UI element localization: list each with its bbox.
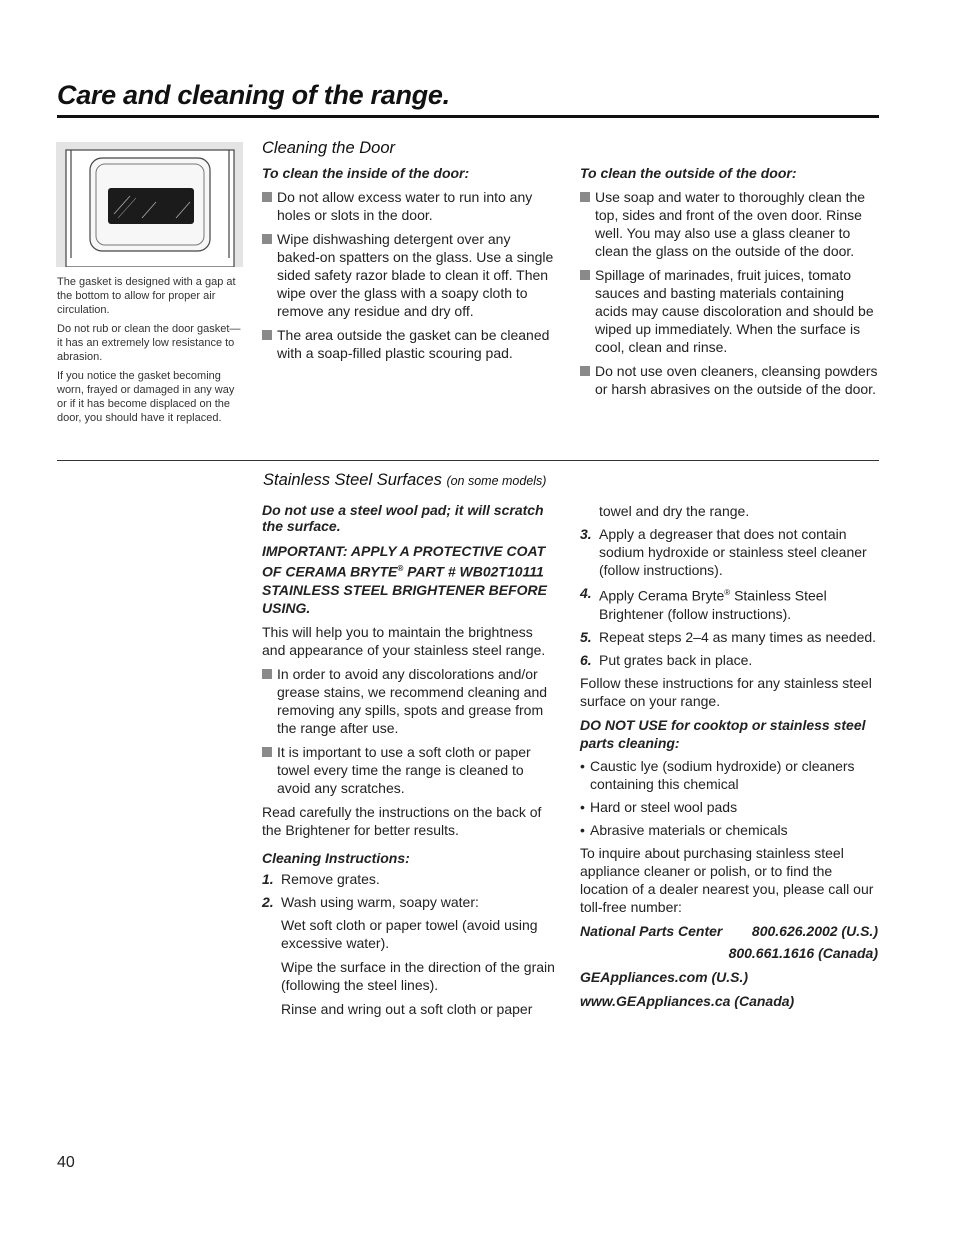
list-item: In order to avoid any discolorations and/or grease stains, we recommend cleaning and removing any spills, spots and grease from the range after use. <box>262 665 560 737</box>
stainless-heading-note: (on some models) <box>446 474 547 488</box>
do-not-use-head: DO NOT USE for cooktop or stainless steel parts cleaning: <box>580 716 866 751</box>
oven-door-icon <box>56 142 243 267</box>
stainless-heading: Stainless Steel Surfaces (on some models) <box>263 471 547 489</box>
read-note: Read carefully the instructions on the back of the Brightener for better results. <box>262 803 542 838</box>
parts-center-name: National Parts Center <box>580 922 723 939</box>
step-2-sub-3: Rinse and wring out a soft cloth or paper <box>281 1000 533 1017</box>
gasket-note-2: Do not rub or clean the door gasket—it has an extremely low resistance to abrasion. <box>57 323 241 363</box>
door-outside-column <box>580 164 878 404</box>
step-2: 2. Wash using warm, soapy water: <box>262 893 479 910</box>
follow-note: Follow these instructions for any stainless steel surface on your range. <box>580 674 872 709</box>
bullet-square-icon <box>262 192 272 202</box>
phone-canada: 800.661.1616 (Canada) <box>728 944 878 961</box>
stainless-intro: This will help you to maintain the brightness and appearance of your stainless steel range. <box>262 623 546 658</box>
stainless-right-column <box>580 502 878 1016</box>
list-item: • Hard or steel wool pads <box>580 798 738 815</box>
bullet-square-icon <box>262 747 272 757</box>
phone-us: 800.626.2002 (U.S.) <box>751 922 878 939</box>
step-1: 1. Remove grates. <box>262 870 380 887</box>
list-item: • Abrasive materials or chemicals <box>580 821 788 838</box>
list-item: Do not allow excess water to run into any holes or slots in the door. <box>262 188 557 224</box>
step-3: 3. Apply a degreaser that does not contain sodium hydroxide or stainless steel cleaner (follow instructions). <box>580 526 867 578</box>
door-inside-column <box>262 164 557 368</box>
oven-door-illustration <box>56 142 243 267</box>
list-item: The area outside the gasket can be cleaned with a soap-filled plastic scouring pad. <box>262 326 557 362</box>
list-item: Spillage of marinades, fruit juices, tomato sauces and basting materials containing acids may cause discoloration and should be wiped up immediately. When the surface is cool, clean and rinse. <box>580 266 878 356</box>
step-2-sub-2: Wipe the surface in the direction of the grain (following the steel lines). <box>281 958 555 993</box>
page-number: 40 <box>57 1154 75 1171</box>
list-item: Do not use oven cleaners, cleansing powders or harsh abrasives on the outside of the door. <box>580 362 878 398</box>
parts-center-row <box>580 922 878 940</box>
door-inside-subhead: To clean the inside of the door: <box>262 165 470 181</box>
list-item: Wipe dishwashing detergent over any baked-on spatters on the glass. Use a single sided safety razor blade to clean it off. Then wipe over the glass with a soapy cloth to remove any residue and dry off. <box>262 230 557 320</box>
list-item: • Caustic lye (sodium hydroxide) or cleaners containing this chemical <box>580 757 855 792</box>
step-4: 4. Apply Cerama Bryte® Stainless Steel Brightener (follow instructions). <box>580 585 827 622</box>
step-2-continued: towel and dry the range. <box>599 503 750 519</box>
bullet-square-icon <box>580 192 590 202</box>
instructions-head: Cleaning Instructions: <box>262 849 410 866</box>
bullet-square-icon <box>580 366 590 376</box>
step-5: 5. Repeat steps 2–4 as many times as needed. <box>580 628 877 645</box>
bullet-dot-icon: • <box>580 821 585 838</box>
stainless-important: IMPORTANT: APPLY A PROTECTIVE COAT OF CERAMA BRYTE® PART # WB02T10111 STAINLESS STEEL BRIGHTENER BEFORE USING. <box>262 543 547 616</box>
gasket-note-1: The gasket is designed with a gap at the bottom to allow for proper air circulation. <box>57 276 236 316</box>
bullet-dot-icon: • <box>580 757 585 774</box>
step-6: 6. Put grates back in place. <box>580 651 753 668</box>
list-item: Use soap and water to thoroughly clean the top, sides and front of the oven door. Rinse well. You may also use a glass cleaner to clean the glass on the outside of the door. <box>580 188 878 260</box>
bullet-square-icon <box>262 669 272 679</box>
inquire-note: To inquire about purchasing stainless steel appliance cleaner or polish, or to find the location of a dealer nearest you, please call our toll-free number: <box>580 844 874 915</box>
section-divider <box>57 460 879 461</box>
door-outside-subhead: To clean the outside of the door: <box>580 165 797 181</box>
bullet-square-icon <box>580 270 590 280</box>
website-canada: www.GEAppliances.ca (Canada) <box>580 992 795 1009</box>
bullet-square-icon <box>262 234 272 244</box>
page-title: Care and cleaning of the range. <box>57 80 450 110</box>
stainless-warning: Do not use a steel wool pad; it will scratch the surface. <box>262 502 544 534</box>
bullet-dot-icon: • <box>580 798 585 815</box>
gasket-note-3: If you notice the gasket becoming worn, frayed or damaged in any way or if it has become displaced on the door, you should have it replaced. <box>57 370 235 424</box>
list-item: It is important to use a soft cloth or paper towel every time the range is cleaned to avoid any scratches. <box>262 743 560 797</box>
step-2-sub-1: Wet soft cloth or paper towel (avoid using excessive water). <box>281 916 538 951</box>
bullet-square-icon <box>262 330 272 340</box>
website-us: GEAppliances.com (U.S.) <box>580 968 749 985</box>
cleaning-door-heading: Cleaning the Door <box>262 139 395 157</box>
stainless-left-column <box>262 502 560 1024</box>
title-rule <box>57 115 879 118</box>
